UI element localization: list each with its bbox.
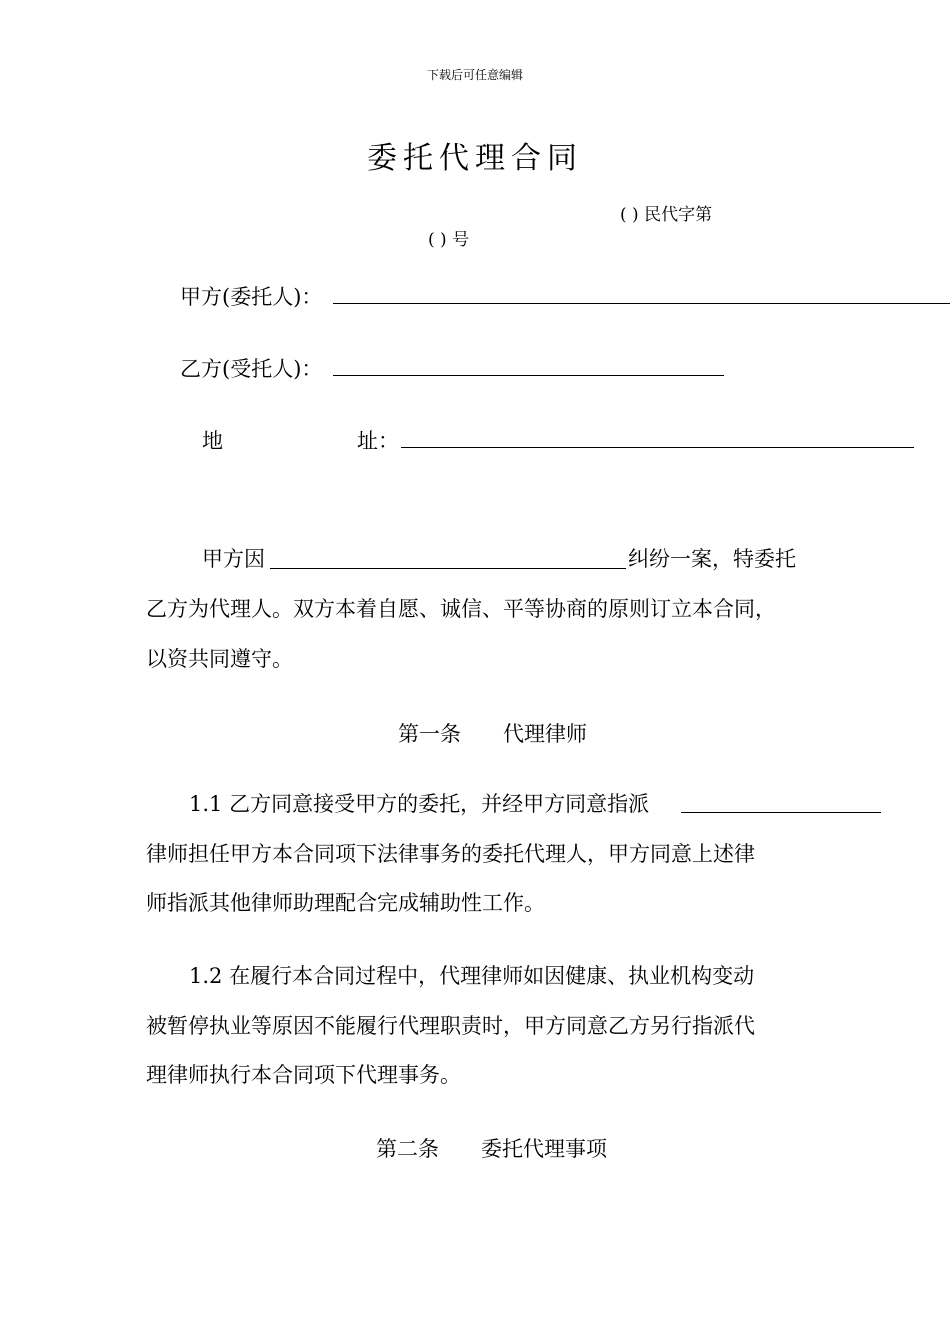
article2-heading bbox=[376, 1133, 607, 1163]
intro-suffix: 纠纷一案，特委托 bbox=[628, 547, 796, 571]
article2-number: 第二条 bbox=[376, 1137, 439, 1161]
lawyer-name-blank bbox=[681, 812, 881, 813]
intro-line2: 乙方为代理人。双方本着自愿、诚信、平等协商的原则订立本合同， bbox=[146, 597, 776, 621]
header-note: 下载后可任意编辑 bbox=[426, 68, 523, 82]
intro-line3: 以资共同遵守。 bbox=[146, 647, 293, 671]
clause-1-1-line3: 师指派其他律师助理配合完成辅助性工作。 bbox=[146, 891, 545, 915]
address-label-part2: 址： bbox=[357, 429, 399, 453]
clause-1-2-line1: 1.2 在履行本合同过程中，代理律师如因健康、执业机构变动 bbox=[189, 964, 755, 988]
party-a-label: 甲方(委托人)： bbox=[180, 285, 323, 309]
address-label-part1: 地 bbox=[202, 429, 223, 453]
article1-title: 代理律师 bbox=[503, 722, 587, 746]
party-b-label: 乙方(受托人)： bbox=[180, 357, 323, 381]
party-b-blank bbox=[333, 375, 724, 376]
clause-1-2-line3: 理律师执行本合同项下代理事务。 bbox=[146, 1063, 461, 1087]
clause-1-1-line2: 律师担任甲方本合同项下法律事务的委托代理人，甲方同意上述律 bbox=[146, 842, 755, 866]
case-blank bbox=[270, 568, 626, 569]
article2-title: 委托代理事项 bbox=[481, 1137, 607, 1161]
article1-number: 第一条 bbox=[398, 722, 461, 746]
doc-number-line1: ( ) 民代字第 bbox=[620, 205, 713, 225]
party-a-blank bbox=[333, 303, 950, 304]
clause-1-2-line2: 被暂停执业等原因不能履行代理职责时，甲方同意乙方另行指派代 bbox=[146, 1014, 755, 1038]
intro-prefix: 甲方因 bbox=[202, 547, 265, 571]
clause-1-1-line1: 1.1 乙方同意接受甲方的委托，并经甲方同意指派 bbox=[189, 792, 650, 816]
address-blank bbox=[401, 447, 914, 448]
article1-heading bbox=[398, 718, 587, 748]
page-title: 委托代理合同 bbox=[367, 141, 583, 176]
doc-number-line2: ( ) 号 bbox=[428, 230, 470, 250]
